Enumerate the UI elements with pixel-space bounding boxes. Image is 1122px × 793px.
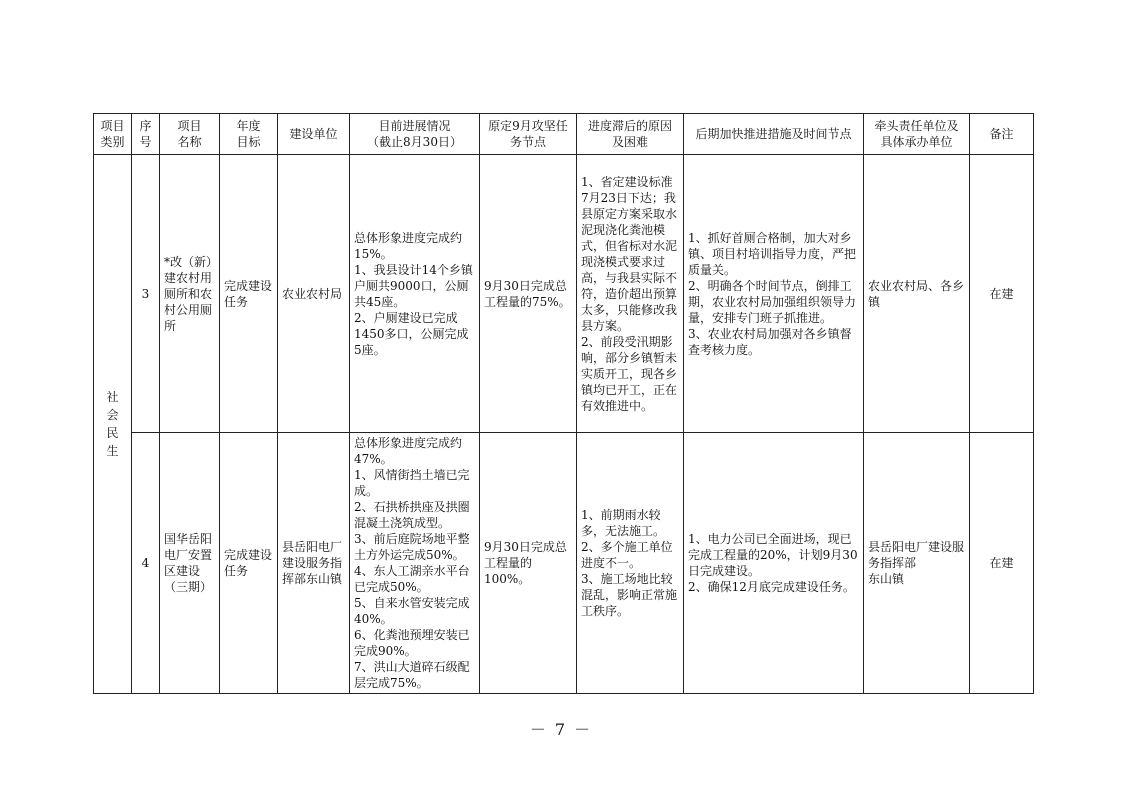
text-line: 2、户厕建设已完成1450多口，公厕完成5座。	[354, 310, 469, 357]
resp-cell	[864, 433, 970, 694]
progress-cell	[350, 155, 480, 433]
reason-cell	[577, 433, 684, 694]
note-cell: 在建	[970, 155, 1034, 433]
table-row	[94, 155, 1034, 433]
text-line: 县岳阳电厂建设服务指挥部	[868, 540, 965, 570]
resp-cell: 农业农村局、各乡镇	[864, 155, 970, 433]
target-cell: 完成建设任务	[220, 433, 278, 694]
text-line: 2、确保12月底完成建设任务。	[688, 580, 855, 594]
category-char: 民	[106, 426, 119, 440]
header-progress	[350, 114, 480, 155]
progress-table	[93, 113, 1034, 694]
text-line: 2、前段受汛期影响，部分乡镇暂未实质开工，现各乡镇均已开工，正在有效推进中。	[581, 334, 678, 413]
node-cell: 9月30日完成总工程量的75%。	[480, 155, 577, 433]
category-char: 会	[106, 408, 119, 422]
table-row	[94, 433, 1034, 694]
text-line: 1、省定建设标准7月23日下达；我县原定方案采取水泥现浇化粪池模式，但省标对水泥现浇模式要求过高，与我县实际不符，造价超出预算太多，只能修改我县方案。	[581, 174, 678, 333]
category-cell	[94, 155, 132, 694]
page-number: － 7 －	[529, 720, 593, 739]
text-line: 3、施工场地比较混乱，影响正常施工秩序。	[581, 572, 678, 618]
category-char: 生	[106, 444, 119, 458]
node-cell: 9月30日完成总工程量的100%。	[480, 433, 577, 694]
text-line: 7、洪山大道碎石级配层完成75%。	[354, 660, 470, 690]
name-cell: 国华岳阳电厂安置区建设（三期）	[160, 433, 220, 694]
text-line: 总体形象进度完成约47%。	[354, 436, 463, 466]
text-line: 项目	[100, 119, 125, 133]
text-line: 序	[139, 119, 152, 133]
measure-cell	[684, 433, 864, 694]
text-line: 东山镇	[868, 572, 905, 586]
progress-cell	[350, 433, 480, 694]
text-line: 目标	[236, 135, 261, 149]
text-line: 3、前后庭院场地平整土方外运完成50%。	[354, 532, 470, 562]
note-cell: 在建	[970, 433, 1034, 694]
text-line: 1、前期雨水较多，无法施工。	[581, 508, 666, 538]
text-line: 2、石拱桥拱座及拱圈混凝土浇筑成型。	[354, 500, 470, 530]
text-line: 6、化粪池预埋安装已完成90%。	[354, 628, 470, 658]
header-name	[160, 114, 220, 155]
header-note	[970, 114, 1034, 155]
category-char: 社	[106, 390, 119, 404]
text-line: 具体承办单位	[880, 135, 953, 149]
text-line: 5、自来水管安装完成40%。	[354, 596, 470, 626]
text-line: 原定9月攻坚任	[488, 119, 568, 133]
unit-cell: 县岳阳电厂建设服务指挥部东山镇	[278, 433, 350, 694]
text-line: 4、东人工湖亲水平台已完成50%。	[354, 564, 470, 594]
text-line: 备注	[989, 127, 1014, 141]
seq-cell: 3	[132, 155, 160, 433]
table-header-row	[94, 114, 1034, 155]
text-line: 年度	[236, 119, 261, 133]
text-line: 1、电力公司已全面进场，现已完成工程量的20%，计划9月30日完成建设。	[688, 532, 858, 578]
header-resp	[864, 114, 970, 155]
text-line: 1、抓好首厕合格制，加大对乡镇、项目村培训指导力度，严把质量关。	[688, 230, 857, 277]
text-line: 3、农业农村局加强对各乡镇督查考核力度。	[688, 326, 852, 357]
text-line: 及困难	[611, 135, 648, 149]
header-node	[480, 114, 577, 155]
header-unit	[278, 114, 350, 155]
text-line: 名称	[177, 135, 202, 149]
text-line: 目前进展情况	[378, 119, 451, 133]
text-line: 号	[139, 135, 152, 149]
text-line: 进度滞后的原因	[587, 119, 672, 133]
header-seq	[132, 114, 160, 155]
text-line: 建设单位	[289, 127, 338, 141]
header-measure	[684, 114, 864, 155]
unit-cell: 农业农村局	[278, 155, 350, 433]
header-reason	[577, 114, 684, 155]
category-label	[98, 388, 127, 460]
text-line: 总体形象进度完成约15%。	[354, 230, 463, 261]
name-cell: *改（新）建农村用厕所和农村公用厕所	[160, 155, 220, 433]
seq-cell: 4	[132, 433, 160, 694]
text-line: 项目	[177, 119, 202, 133]
text-line: 2、多个施工单位进度不一。	[581, 540, 673, 570]
text-line: 1、风情街挡土墙已完成。	[354, 468, 470, 498]
header-category	[94, 114, 132, 155]
reason-cell	[577, 155, 684, 433]
text-line: 2、明确各个时间节点，倒排工期，农业农村局加强组织领导力量，安排专门班子抓推进。	[688, 278, 857, 325]
target-cell: 完成建设任务	[220, 155, 278, 433]
measure-cell	[684, 155, 864, 433]
text-line: 类别	[100, 135, 125, 149]
text-line: 1、我县设计14个乡镇户厕共9000口，公厕共45座。	[354, 262, 473, 309]
text-line: （截止8月30日）	[367, 135, 462, 149]
text-line: 务节点	[509, 135, 546, 149]
text-line: 后期加快推进措施及时间节点	[695, 127, 852, 141]
header-target	[220, 114, 278, 155]
text-line: 牵头责任单位及	[874, 119, 959, 133]
